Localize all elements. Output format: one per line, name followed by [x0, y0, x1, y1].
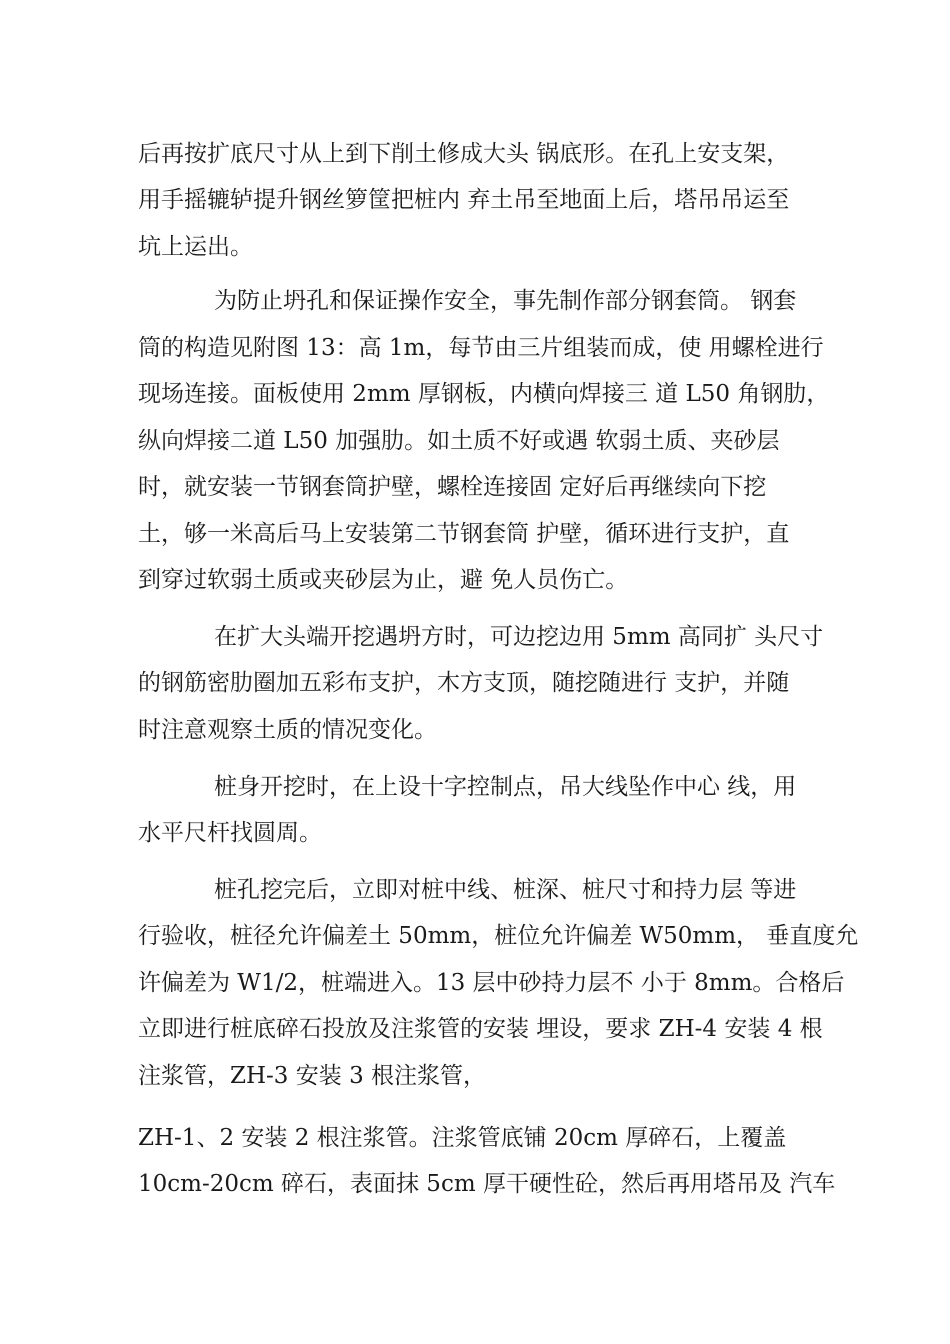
- text-line: ZH-1、2 安装 2 根注浆管。注浆管底铺 20cm 厚碎石，上覆盖: [138, 1125, 787, 1151]
- paragraph-start-line: 为防止坍孔和保证操作安全，事先制作部分钢套筒。 钢套: [214, 288, 797, 314]
- text-line: 筒的构造见附图 13：高 1m，每节由三片组装而成，使 用螺栓进行: [138, 335, 824, 361]
- text-line: 行验收，桩径允许偏差土 50mm，桩位允许偏差 W50mm， 垂直度允: [138, 923, 859, 949]
- text-line: 现场连接。面板使用 2mm 厚钢板，内横向焊接三 道 L50 角钢肋，: [138, 381, 830, 407]
- text-line: 坑上运出。: [138, 234, 253, 260]
- text-line: 注浆管，ZH-3 安装 3 根注浆管，: [138, 1063, 487, 1089]
- text-line: 时，就安装一节钢套筒护壁，螺栓连接固 定好后再继续向下挖: [138, 474, 767, 500]
- text-line: 许偏差为 W1/2，桩端进入。13 层中砂持力层不 小于 8mm。合格后: [138, 970, 845, 996]
- paragraph-start-line: 桩身开挖时，在上设十字控制点，吊大线坠作中心 线，用: [214, 774, 797, 800]
- text-line: 10cm-20cm 碎石，表面抹 5cm 厚干硬性砼，然后再用塔吊及 汽车: [138, 1171, 836, 1197]
- text-line: 后再按扩底尺寸从上到下削土修成大头 锅底形。在孔上安支架，: [138, 141, 790, 167]
- text-line: 水平尺杆找圆周。: [138, 820, 322, 846]
- text-line: 土，够一米高后马上安装第二节钢套筒 护壁，循环进行支护，直: [138, 521, 790, 547]
- text-line: 到穿过软弱土质或夹砂层为止，避 免人员伤亡。: [138, 567, 629, 593]
- text-line: 立即进行桩底碎石投放及注浆管的安装 埋设，要求 ZH-4 安装 4 根: [138, 1016, 823, 1042]
- text-line: 用手摇辘轳提升钢丝箩筐把桩内 弃土吊至地面上后，塔吊吊运至: [138, 187, 790, 213]
- text-line: 时注意观察土质的情况变化。: [138, 717, 437, 743]
- paragraph-start-line: 在扩大头端开挖遇坍方时，可边挖边用 5mm 高同扩 头尺寸: [214, 624, 824, 650]
- text-line: 的钢筋密肋圈加五彩布支护，木方支顶，随挖随进行 支护，并随: [138, 670, 790, 696]
- text-line: 纵向焊接二道 L50 加强肋。如土质不好或遇 软弱土质、夹砂层: [138, 428, 780, 454]
- paragraph-start-line: 桩孔挖完后，立即对桩中线、桩深、桩尺寸和持力层 等进: [214, 877, 797, 903]
